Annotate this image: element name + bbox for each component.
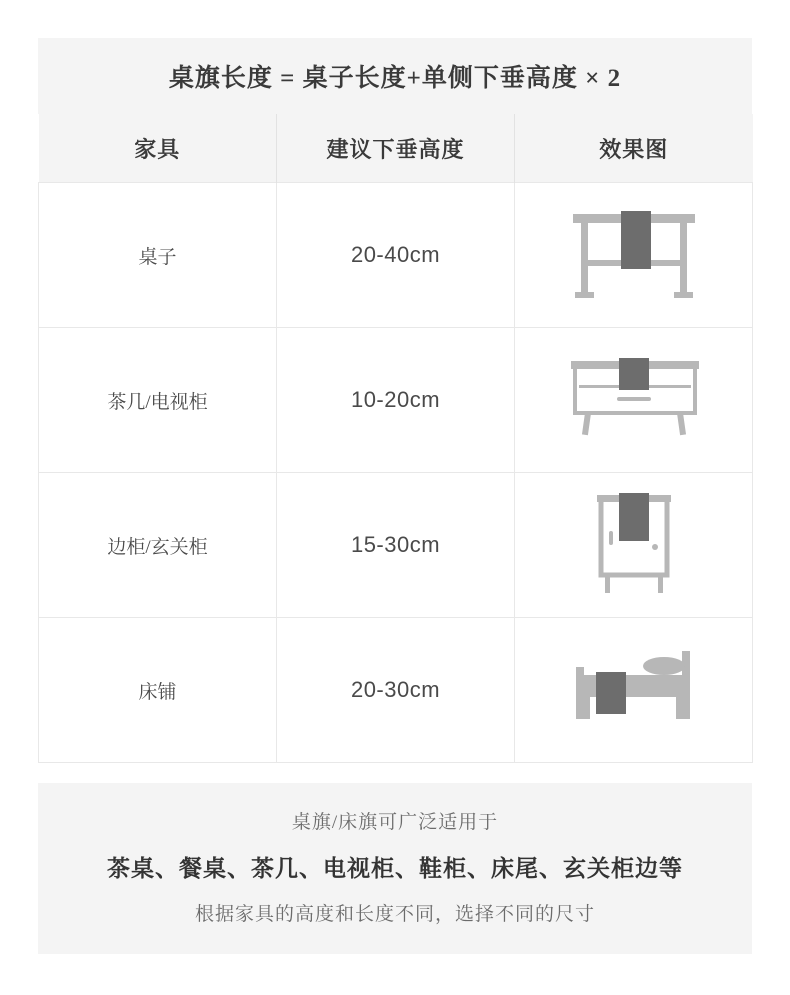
cell-furniture: 床铺 — [39, 618, 277, 763]
table-row — [39, 328, 753, 473]
bed-with-runner-icon — [515, 619, 752, 761]
footer-line-3: 根据家具的高度和长度不同，选择不同的尺寸 — [194, 904, 595, 925]
recommendation-table — [38, 114, 753, 763]
title-banner — [38, 38, 752, 114]
table-body — [39, 183, 753, 763]
table-header-row — [39, 114, 753, 183]
tv-cabinet-with-runner-icon — [515, 329, 752, 471]
footer-line-2: 茶桌、餐桌、茶几、电视柜、鞋柜、床尾、玄关柜边等 — [107, 856, 683, 881]
footer-note — [38, 783, 752, 954]
table-row — [39, 183, 753, 328]
cell-drop: 20-30cm — [277, 618, 515, 763]
side-cabinet-with-runner-icon — [515, 474, 752, 616]
cell-furniture: 边柜/玄关柜 — [39, 473, 277, 618]
table-row — [39, 618, 753, 763]
cell-figure — [515, 618, 753, 763]
footer-line-1: 桌旗/床旗可广泛适用于 — [291, 812, 499, 833]
cell-figure — [515, 473, 753, 618]
column-header-figure: 效果图 — [515, 114, 753, 183]
column-header-furniture: 家具 — [39, 114, 277, 183]
table-row — [39, 473, 753, 618]
column-header-drop: 建议下垂高度 — [277, 114, 515, 183]
cell-figure — [515, 328, 753, 473]
page-title: 桌旗长度 = 桌子长度+单侧下垂高度 × 2 — [168, 65, 622, 92]
desk-with-runner-icon — [515, 184, 752, 326]
cell-furniture: 茶几/电视柜 — [39, 328, 277, 473]
table-header — [39, 114, 753, 183]
cell-drop: 20-40cm — [277, 183, 515, 328]
cell-drop: 10-20cm — [277, 328, 515, 473]
cell-figure — [515, 183, 753, 328]
cell-drop: 15-30cm — [277, 473, 515, 618]
cell-furniture: 桌子 — [39, 183, 277, 328]
